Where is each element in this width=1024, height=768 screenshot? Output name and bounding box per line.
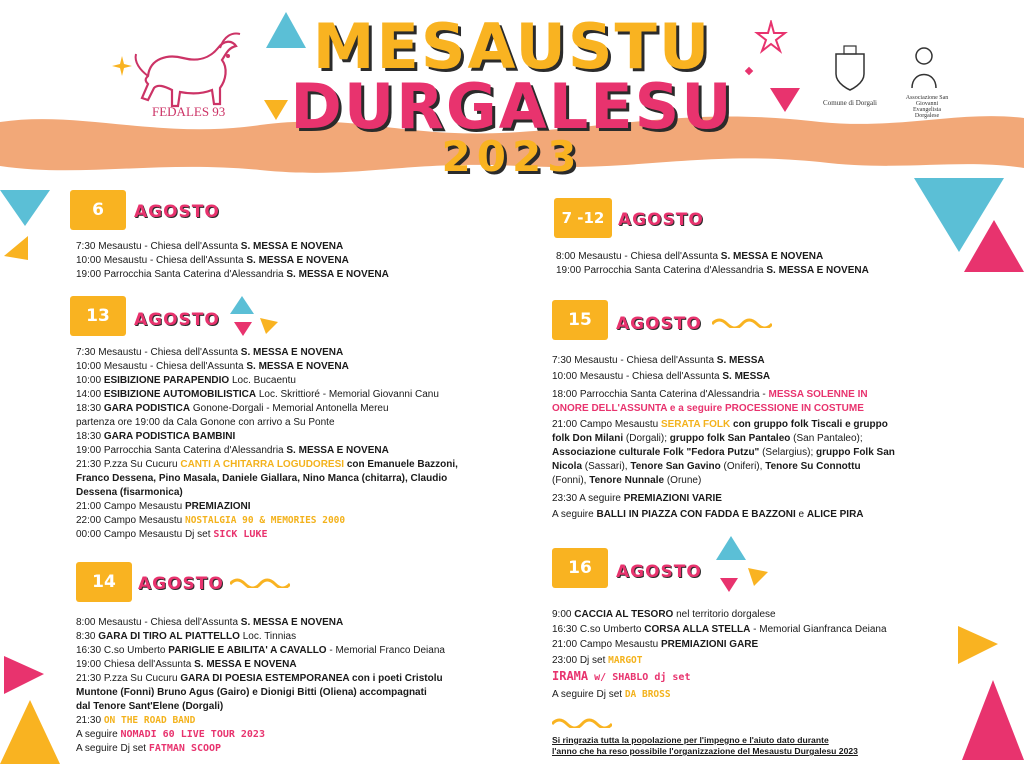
triangle-pink-icon (770, 88, 800, 112)
day-6-badge: 6 (70, 190, 126, 230)
triangle-pink-bottom-left-icon (4, 656, 44, 694)
day-16-badge: 16 (552, 548, 608, 588)
event-row: ONORE DELL'ASSUNTA e a seguire PROCESSIONE IN COSTUME (552, 403, 864, 414)
triangle-cyan-left-icon (0, 190, 50, 226)
associazione-caption: Associazione San Giovanni Evangelista Dorgalese (905, 95, 949, 119)
event-row: 10:00 Mesaustu - Chiesa dell'Assunta S. MESSA E NOVENA (76, 361, 349, 372)
event-row: 23:30 A seguire PREMIAZIONI VARIE (552, 493, 722, 504)
event-row: 19:00 Chiesa dell'Assunta S. MESSA E NOVENA (76, 659, 297, 670)
title-year: 2023 (441, 132, 583, 181)
triangle-pink-small-icon (234, 322, 252, 336)
event-row: Muntone (Fonni) Bruno Agus (Gairo) e Dionigi Bitti (Oliena) accompagnati (76, 687, 427, 698)
triangle-yellow-small-icon (260, 318, 278, 334)
event-row: 21:30 P.zza Su Cucuru GARA DI POESIA ESTEMPORANEA con i poeti Cristolu (76, 673, 443, 684)
event-row: 18:30 GARA PODISTICA BAMBINI (76, 431, 236, 442)
triangle-cyan-icon (266, 12, 306, 48)
event-row: 7:30 Mesaustu - Chiesa dell'Assunta S. MESSA E NOVENA (76, 241, 344, 252)
event-row: 8:00 Mesaustu - Chiesa dell'Assunta S. MESSA E NOVENA (76, 617, 344, 628)
event-row: 7:30 Mesaustu - Chiesa dell'Assunta S. MESSA E NOVENA (76, 347, 344, 358)
day-14-label: AGOSTO (138, 574, 224, 594)
triangle-pink-bottom-right-icon (962, 680, 1024, 760)
thanks-line-2: l'anno che ha reso possibile l'organizzazione del Mesaustu Durgalesu 2023 (552, 746, 858, 756)
day-15-badge: 15 (552, 300, 608, 340)
triangle-yellow-left-icon (4, 236, 28, 260)
triangle-yellow-bottom-left-icon (0, 700, 60, 764)
event-row: dal Tenore Sant'Elene (Dorgali) (76, 701, 224, 712)
event-row: 19:00 Parrocchia Santa Caterina d'Alessandria S. MESSA E NOVENA (76, 269, 389, 280)
event-row: 7:30 Mesaustu - Chiesa dell'Assunta S. MESSA (552, 355, 765, 366)
event-row: 21:00 Campo Mesaustu PREMIAZIONI (76, 501, 251, 512)
event-row: 22:00 Campo Mesaustu NOSTALGIA 90 & MEMORIES 2000 (76, 515, 346, 526)
event-row: 8:00 Mesaustu - Chiesa dell'Assunta S. MESSA E NOVENA (556, 251, 824, 262)
triangle-cyan-small-icon (230, 296, 254, 314)
day-7-12-label: AGOSTO (618, 210, 704, 230)
event-row: 23:00 Dj set MARGOT (552, 655, 643, 666)
triangle-yellow-icon (264, 100, 288, 120)
day-7-12-badge: 7 -12 (554, 198, 612, 238)
event-row: 10:00 Mesaustu - Chiesa dell'Assunta S. MESSA E NOVENA (76, 255, 349, 266)
day-13-badge: 13 (70, 296, 126, 336)
event-row: 10:00 Mesaustu - Chiesa dell'Assunta S. MESSA (552, 371, 771, 382)
day-15-label: AGOSTO (616, 314, 702, 334)
event-row: (Fonni), Tenore Nunnale (Orune) (552, 475, 702, 486)
star-outline-icon (754, 20, 788, 54)
event-row: IRAMA w/ SHABLO dj set (552, 669, 691, 683)
comune-dorgali-caption: Comune di Dorgali (823, 99, 877, 107)
event-row: A seguire Dj set FATMAN SCOOP (76, 743, 222, 754)
event-row: 16:30 C.so Umberto PARIGLIE E ABILITA' A CAVALLO - Memorial Franco Deiana (76, 645, 445, 656)
event-row: 9:00 CACCIA AL TESORO nel territorio dorgalese (552, 609, 776, 620)
event-row: Nicola (Sassari), Tenore San Gavino (Oniferi), Tenore Su Connottu (552, 461, 861, 472)
wave-squiggle-icon (552, 716, 612, 728)
comune-dorgali-logo (823, 44, 880, 107)
event-row: A seguire Dj set DA BROSS (552, 689, 671, 700)
event-row: 21:00 Campo Mesaustu PREMIAZIONI GARE (552, 639, 759, 650)
triangle-pink-small-icon (720, 578, 738, 592)
event-row: 19:00 Parrocchia Santa Caterina d'Alessandria S. MESSA E NOVENA (556, 265, 869, 276)
event-row: 21:30 P.zza Su Cucuru CANTI A CHITARRA LOGUDORESI con Emanuele Bazzoni, (76, 459, 458, 470)
day-6-label: AGOSTO (134, 202, 220, 222)
event-row: A seguire BALLI IN PIAZZA CON FADDA E BAZZONI e ALICE PIRA (552, 509, 864, 520)
event-row: A seguire NOMADI 60 LIVE TOUR 2023 (76, 729, 265, 740)
triangle-cyan-small-icon (716, 536, 746, 560)
triangle-yellow-right-icon (958, 626, 998, 664)
event-row: Dessena (fisarmonica) (76, 487, 183, 498)
day-14-badge: 14 (76, 562, 132, 602)
event-row: 19:00 Parrocchia Santa Caterina d'Alessandria S. MESSA E NOVENA (76, 445, 389, 456)
event-row: 8:30 GARA DI TIRO AL PIATTELLO Loc. Tinnias (76, 631, 297, 642)
wave-squiggle-icon (230, 576, 290, 588)
event-row: Franco Dessena, Pino Masala, Daniele Giallara, Nino Manca (chitarra), Claudio (76, 473, 448, 484)
event-row: 16:30 C.so Umberto CORSA ALLA STELLA - Memorial Gianfranca Deiana (552, 624, 887, 635)
day-16-label: AGOSTO (616, 562, 702, 582)
event-row: partenza ore 19:00 da Cala Gonone con arrivo a Su Ponte (76, 417, 335, 428)
event-row: 18:00 Parrocchia Santa Caterina d'Alessandria - MESSA SOLENNE IN (552, 389, 868, 400)
wave-squiggle-icon (712, 316, 772, 328)
thanks-note (552, 735, 858, 757)
title-line-1: MESAUSTU (312, 10, 712, 83)
event-row: 18:30 GARA PODISTICA Gonone-Dorgali - Memorial Antonella Mereu (76, 403, 389, 414)
event-row: 21:00 Campo Mesaustu SERATA FOLK con gruppo folk Tiscali e gruppo (552, 419, 888, 430)
triangle-yellow-small-icon (748, 568, 768, 586)
title-line-2: DURGALESU (290, 70, 734, 143)
event-row: 10:00 ESIBIZIONE PARAPENDIO Loc. Bucaentu (76, 375, 296, 386)
thanks-line-1: Si ringrazia tutta la popolazione per l'impegno e l'aiuto dato durante (552, 735, 829, 745)
event-row: Associazione culturale Folk "Fedora Putzu" (Selargius); gruppo Folk San (552, 447, 895, 458)
fedales-caption: FEDALES 93 (152, 104, 226, 119)
triangle-pink-right-icon (964, 220, 1024, 272)
event-row: 21:30 ON THE ROAD BAND (76, 715, 196, 726)
associazione-logo (904, 40, 950, 119)
event-row: 00:00 Campo Mesaustu Dj set SICK LUKE (76, 529, 268, 540)
day-13-label: AGOSTO (134, 310, 220, 330)
event-row: folk Don Milani (Dorgali); gruppo folk San Pantaleo (San Pantaleo); (552, 433, 863, 444)
event-row: 14:00 ESIBIZIONE AUTOMOBILISTICA Loc. Skrittioré - Memorial Giovanni Canu (76, 389, 439, 400)
